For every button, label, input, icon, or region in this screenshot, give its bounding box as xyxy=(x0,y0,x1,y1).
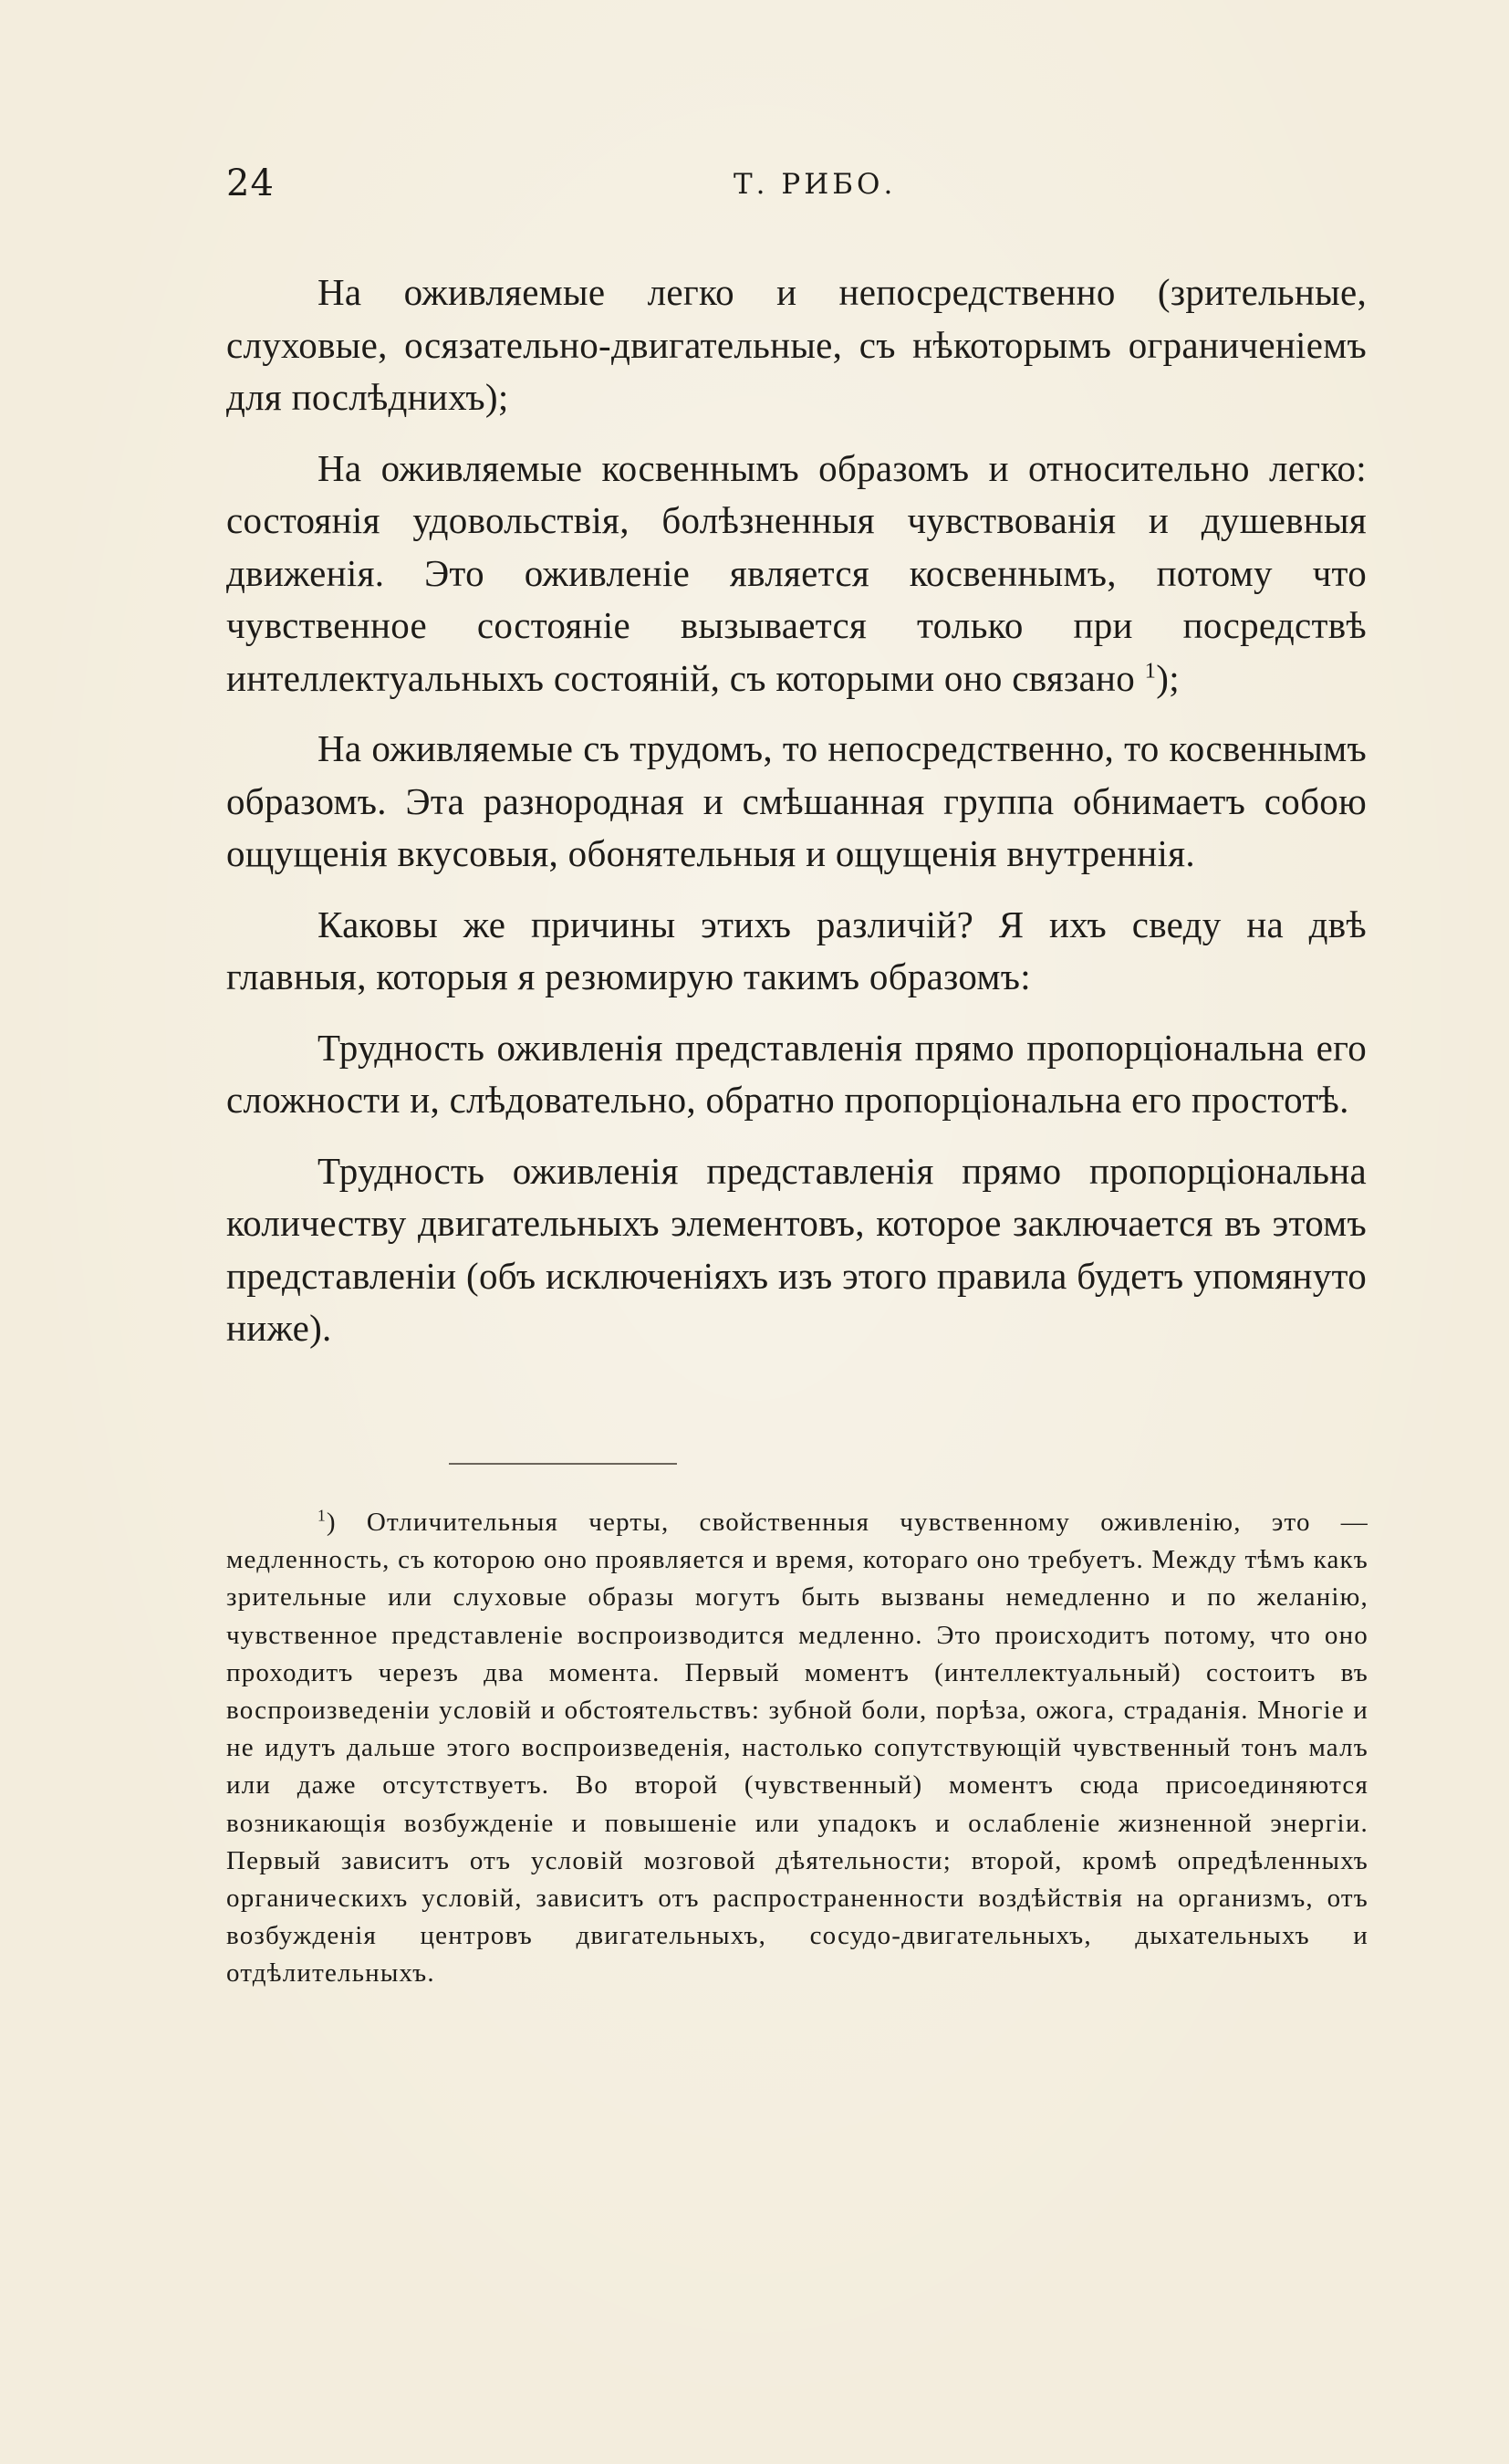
paragraph: На оживляемые съ трудомъ, то непосредственно, то косвеннымъ образомъ. Эта разнородная и смѣшанная группа обнимаетъ собою ощущенія вкусовыя, обонятельныя и ощущенія внутреннія. xyxy=(226,727,1367,874)
paragraph: Трудность оживленія представленія прямо пропорціональна его сложности и, слѣдовательно, обратно пропорціональна его простотѣ. xyxy=(226,1026,1367,1121)
main-text xyxy=(226,266,1367,1373)
footnote-marker: 1 xyxy=(317,1506,327,1525)
running-head xyxy=(226,162,1358,217)
paragraph-end-punctuation: ); xyxy=(1156,656,1180,699)
page-number: 24 xyxy=(226,162,275,204)
paragraph: Каковы же причины этихъ различій? Я ихъ сведу на двѣ главныя, которыя я резюмирую такимъ образомъ: xyxy=(226,903,1367,997)
paragraph-with-footnote xyxy=(226,443,1367,705)
running-title: Т. РИБО. xyxy=(734,168,897,201)
footnote-text: Отличительныя черты, свойственныя чувственному оживленію, это — медленность, съ которою оно проявляется и время, котораго оно требуетъ. Между тѣмъ какъ зрительные или слуховые образы могутъ быть вызваны немедленно и по желанію, чувственное представленіе воспроизводится медленно. Это происходитъ потому, что оно проходитъ черезъ два момента. Первый моментъ (интеллектуальный) состоитъ въ воспроизведеніи условій и обстоятельствъ: зубной боли, порѣза, ожога, страданія. Многіе и не идутъ дальше этого воспроизведенія, настолько сопутствующій чувственный тонъ малъ или даже отсутствуетъ. Во второй (чувственный) моментъ сюда присоединяются возникающія возбужденіе и повышеніе или упадокъ и ослабленіе жизненной энергіи. Первый зависитъ отъ условій мозговой дѣятельности; второй, кромѣ опредѣленныхъ органическихъ условій, зависитъ отъ распространенности воздѣйствія на организмъ, отъ возбужденія центровъ двигательныхъ, сосудо-двигательныхъ, дыхательныхъ и отдѣлительныхъ. xyxy=(226,1508,1369,1989)
footnote-divider xyxy=(449,1463,677,1465)
footnote-paragraph xyxy=(226,1504,1369,1993)
footnote xyxy=(226,1504,1369,1993)
paragraph: Трудность оживленія представленія прямо пропорціональна количеству двигательныхъ элементовъ, которое заключается въ этомъ представленіи (объ исключеніяхъ изъ этого правила будетъ упомянуто ниже). xyxy=(226,1149,1367,1349)
paragraph-text: На оживляемые косвеннымъ образомъ и относительно легко: состоянія удовольствія, болѣзненныя чувствованія и душевныя движенія. Это оживленіе является косвеннымъ, потому что чувственное состояніе вызывается только при посредствѣ интеллектуальныхъ состояній, съ которыми оно связано xyxy=(226,446,1367,699)
footnote-reference: 1 xyxy=(1144,657,1157,683)
paragraph: На оживляемые легко и непосредственно (зрительные, слуховые, осязательно-двигательные, съ нѣкоторымъ ограниченіемъ для послѣднихъ); xyxy=(226,271,1367,418)
footnote-marker-close: ) xyxy=(326,1508,337,1537)
